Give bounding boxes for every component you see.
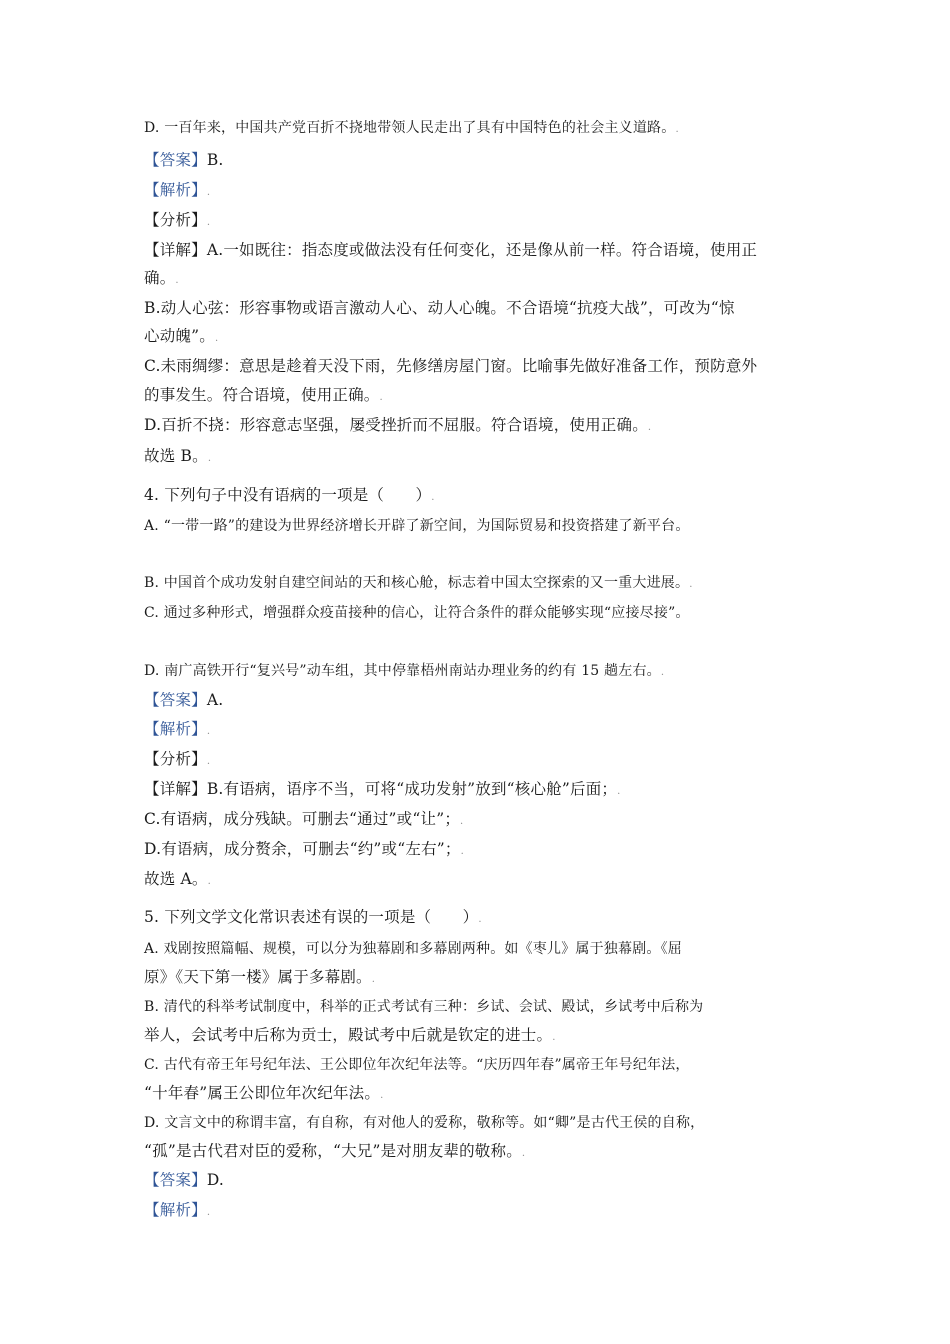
q4-detail-c: C.有语病，成分残缺。可删去“通过”或“让”；. — [144, 810, 464, 828]
q4-fenxi: 【分析】. — [144, 750, 211, 768]
q4-stem: 4. 下列句子中没有语病的一项是（ ）. — [144, 486, 435, 504]
q5-option-b-cont: 举人，会试考中后称为贡士，殿试考中后就是钦定的进士。. — [144, 1026, 556, 1044]
answer-tag: 【答案】 — [144, 1171, 207, 1189]
q5-option-a: A. 戏剧按照篇幅、规模，可以分为独幕剧和多幕剧两种。如《枣儿》属于独幕剧。《屈 — [144, 941, 683, 957]
analysis-tag: 【解析】 — [144, 181, 207, 199]
q4-detail-d: D.有语病，成分赘余，可删去“约”或“左右”；. — [144, 840, 464, 858]
q4-detail-b: 【详解】B.有语病，语序不当，可将“成功发射”放到“核心舱”后面；. — [144, 780, 621, 798]
q5-analysis: 【解析】. — [144, 1201, 211, 1219]
q5-option-b: B. 清代的科举考试制度中，科举的正式考试有三种：乡试、会试、殿试，乡试考中后称为 — [144, 999, 704, 1015]
q5-stem: 5. 下列文学文化常识表述有误的一项是（ ）. — [144, 908, 482, 926]
q3-answer: 【答案】B. — [144, 151, 224, 169]
q5-option-c-cont: “十年春”属王公即位年次纪年法。. — [144, 1084, 384, 1102]
q5-option-d: D. 文言文中的称谓丰富，有自称，有对他人的爱称，敬称等。如“卿”是古代王侯的自称， — [144, 1115, 705, 1131]
q3-fenxi: 【分析】. — [144, 211, 211, 229]
q5-option-a-cont: 原》《天下第一楼》属于多幕剧。. — [144, 968, 376, 986]
q4-conclusion: 故选 A。. — [144, 870, 212, 888]
q3-detail-b-cont: 心动魄”。. — [144, 327, 219, 345]
q4-option-b: B. 中国首个成功发射自建空间站的天和核心舱，标志着中国太空探索的又一重大进展。. — [144, 575, 693, 591]
q3-detail-c: C.未雨绸缪：意思是趁着天没下雨，先修缮房屋门窗。比喻事先做好准备工作，预防意外 — [144, 357, 758, 375]
q3-detail-a: 【详解】A.一如既往：指态度或做法没有任何变化，还是像从前一样。符合语境，使用正 — [144, 241, 758, 259]
q3-detail-d: D.百折不挠：形容意志坚强，屡受挫折而不屈服。符合语境，使用正确。. — [144, 416, 652, 434]
q4-option-d: D. 南广高铁开行“复兴号”动车组，其中停靠梧州南站办理业务的约有 15 趟左右。. — [144, 663, 665, 679]
analysis-tag: 【解析】 — [144, 720, 207, 738]
answer-tag: 【答案】 — [144, 691, 207, 709]
q3-conclusion: 故选 B。. — [144, 447, 212, 465]
analysis-tag: 【解析】 — [144, 1201, 207, 1219]
q5-answer: 【答案】D. — [144, 1171, 225, 1189]
answer-tag: 【答案】 — [144, 151, 207, 169]
q3-analysis: 【解析】. — [144, 181, 211, 199]
q4-answer: 【答案】A. — [144, 691, 224, 709]
q4-option-c: C. 通过多种形式，增强群众疫苗接种的信心，让符合条件的群众能够实现“应接尽接”。 — [144, 605, 690, 621]
q3-option-d: D. 一百年来，中国共产党百折不挠地带领人民走出了具有中国特色的社会主义道路。. — [144, 120, 679, 136]
q3-detail-c-cont: 的事发生。符合语境，使用正确。. — [144, 386, 383, 404]
q4-option-a: A. “一带一路”的建设为世界经济增长开辟了新空间，为国际贸易和投资搭建了新平台。 — [144, 518, 690, 534]
q5-option-d-cont: “孤”是古代君对臣的爱称，“大兄”是对朋友辈的敬称。. — [144, 1142, 526, 1160]
q3-detail-a-cont: 确。. — [144, 269, 179, 287]
q5-option-c: C. 古代有帝王年号纪年法、王公即位年次纪年法等。“庆历四年春”属帝王年号纪年法， — [144, 1057, 690, 1073]
q4-analysis: 【解析】. — [144, 720, 211, 738]
q3-detail-b: B.动人心弦：形容事物或语言激动人心、动人心魄。不合语境“抗疫大战”，可改为“惊 — [144, 299, 735, 317]
